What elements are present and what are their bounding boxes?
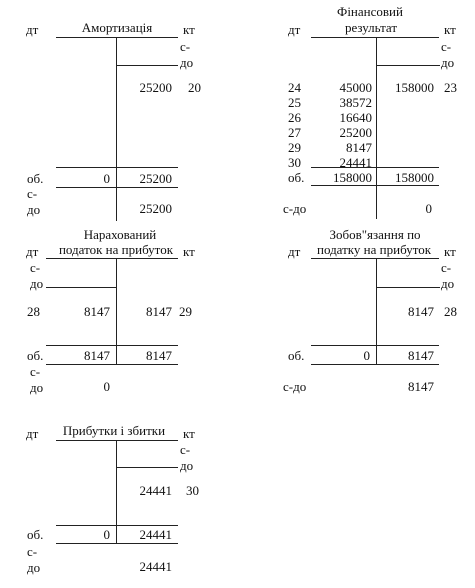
turnover-credit: 8147 [146, 348, 172, 363]
closing-balance-credit: 24441 [139, 559, 172, 574]
turnover-label: об. [27, 348, 44, 363]
turnover-credit: 158000 [395, 170, 434, 185]
turnover-debit: 0 [103, 527, 110, 542]
turnover-credit: 24441 [139, 527, 172, 542]
debit-side-label: дт [288, 244, 301, 259]
turnover-line-top [311, 167, 439, 168]
debit-entry-ref: 27 [288, 125, 301, 140]
title-underline [46, 258, 178, 259]
credit-entry-ref: 30 [186, 483, 199, 498]
opening-balance-line [116, 65, 178, 66]
credit-entry-ref: 20 [188, 80, 201, 95]
opening-balance-credit: с-до [441, 260, 455, 291]
title-underline [311, 258, 439, 259]
closing-balance-label: с-до [27, 544, 41, 575]
account-title-line1: Фінансовий [337, 4, 403, 19]
turnover-credit: 25200 [139, 171, 172, 186]
debit-entry-ref: 28 [27, 304, 40, 319]
account-title-line1: Нарахований [83, 227, 157, 242]
credit-entry-ref: 28 [444, 304, 457, 319]
turnover-line-bottom [46, 364, 178, 365]
debit-entry-ref: 25 [288, 95, 301, 110]
debit-entry-ref: 30 [288, 155, 301, 170]
debit-entry-amount: 8147 [84, 304, 110, 319]
turnover-debit: 8147 [84, 348, 110, 363]
debit-side-label: дт [26, 22, 39, 37]
credit-side-label: кт [183, 22, 195, 37]
closing-balance-label: с-до [283, 201, 307, 216]
debit-entry-ref: 26 [288, 110, 301, 125]
turnover-label: об. [27, 527, 44, 542]
turnover-line-bottom [311, 185, 439, 186]
account-title-line2: податок на прибуток [58, 242, 174, 257]
turnover-line-bottom [311, 364, 439, 365]
closing-balance-label: с-до [283, 379, 307, 394]
opening-balance-credit: с-до [441, 39, 455, 70]
turnover-line-bottom [56, 187, 178, 188]
closing-balance-credit: 0 [425, 201, 432, 216]
credit-side-label: кт [183, 426, 195, 441]
opening-balance-credit: с-до [180, 39, 194, 70]
t-account-divider [376, 258, 377, 365]
closing-balance-debit: 0 [103, 379, 110, 394]
closing-balance-label: с-до [30, 364, 44, 395]
account-title-line2: результат [344, 20, 398, 35]
opening-balance-line [376, 287, 440, 288]
debit-entry-amount: 25200 [339, 125, 372, 140]
t-account-divider [116, 440, 117, 544]
debit-entry-ref: 29 [288, 140, 301, 155]
debit-entry-amount: 8147 [346, 140, 372, 155]
debit-side-label: дт [26, 244, 39, 259]
t-account-divider [116, 258, 117, 365]
account-title-line2: податку на прибуток [316, 242, 432, 257]
closing-balance-credit: 8147 [408, 379, 434, 394]
turnover-label: об. [27, 171, 44, 186]
turnover-label: об. [288, 348, 305, 363]
credit-entry-amount: 8147 [146, 304, 172, 319]
credit-entry-ref: 23 [444, 80, 457, 95]
turnover-line-bottom [56, 543, 178, 544]
debit-entry-amount: 38572 [339, 95, 372, 110]
turnover-line-top [311, 345, 439, 346]
turnover-debit: 0 [103, 171, 110, 186]
closing-balance-credit: 25200 [139, 201, 172, 216]
debit-side-label: дт [26, 426, 39, 441]
account-title: Амортизація [81, 20, 153, 35]
account-title: Прибутки і збитки [62, 423, 166, 438]
credit-side-label: кт [183, 244, 195, 259]
title-underline [56, 440, 178, 441]
credit-side-label: кт [444, 244, 456, 259]
opening-balance-credit: с-до [180, 442, 194, 473]
account-title-line1: Зобов"язання по [329, 227, 421, 242]
opening-balance-debit: с-до [30, 260, 44, 291]
turnover-credit: 8147 [408, 348, 434, 363]
opening-balance-line [46, 287, 116, 288]
turnover-line-top [56, 167, 178, 168]
credit-entry-amount: 25200 [139, 80, 172, 95]
turnover-debit: 0 [363, 348, 370, 363]
credit-entry-amount: 158000 [395, 80, 434, 95]
turnover-debit: 158000 [333, 170, 372, 185]
credit-entry-amount: 24441 [139, 483, 172, 498]
credit-side-label: кт [444, 22, 456, 37]
debit-entry-amount: 24441 [339, 155, 372, 170]
opening-balance-line [376, 65, 440, 66]
debit-entry-ref: 24 [288, 80, 301, 95]
turnover-label: об. [288, 170, 305, 185]
debit-entry-amount: 45000 [339, 80, 372, 95]
debit-entry-amount: 16640 [339, 110, 372, 125]
debit-side-label: дт [288, 22, 301, 37]
turnover-line-top [46, 345, 178, 346]
opening-balance-line [116, 467, 178, 468]
closing-balance-label: с-до [27, 186, 41, 217]
title-underline [311, 37, 439, 38]
turnover-line-top [56, 525, 178, 526]
credit-entry-amount: 8147 [408, 304, 434, 319]
title-underline [56, 37, 178, 38]
credit-entry-ref: 29 [179, 304, 192, 319]
